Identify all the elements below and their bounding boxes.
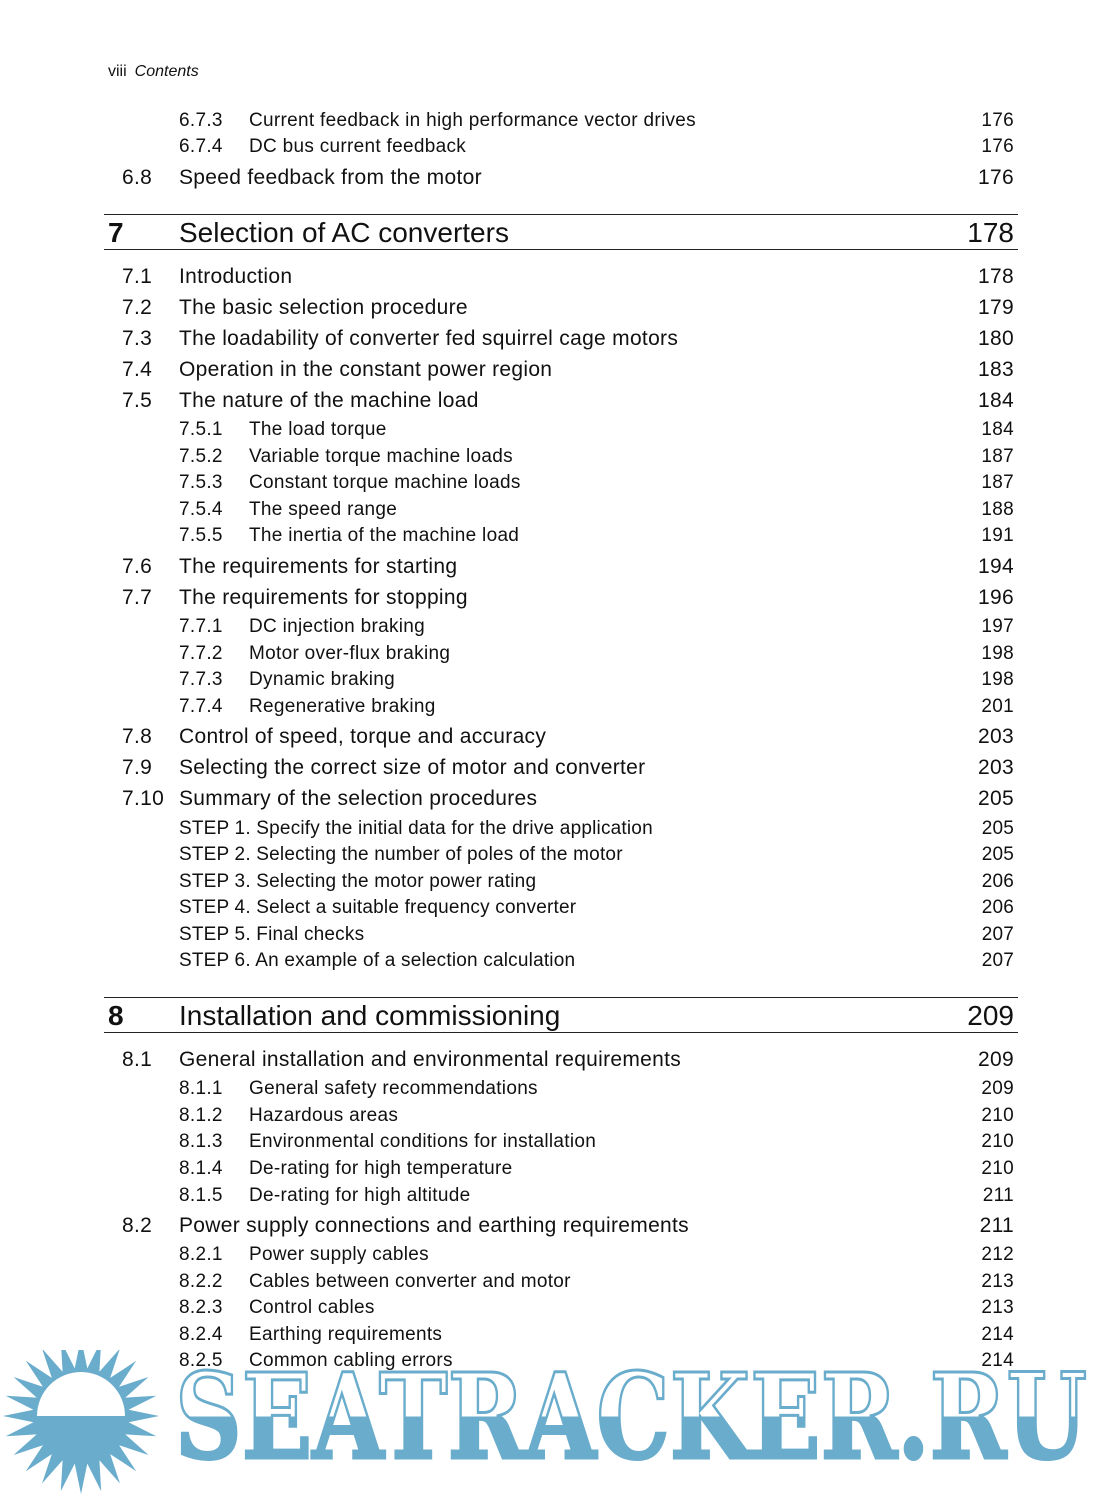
entry-number: 7.5.2 [179,446,223,467]
entry-title: Power supply connections and earthing requirements [179,1214,689,1237]
entry-title: The nature of the machine load [179,389,479,412]
toc-subsection[interactable] [0,524,1106,548]
entry-number: 7.5.3 [179,472,223,493]
entry-page: 176 [978,166,1014,189]
entry-page: 187 [981,446,1014,467]
entry-number: 8.2.5 [179,1350,223,1371]
toc-step[interactable] [0,923,1106,947]
entry-page: 210 [981,1131,1014,1152]
toc-subsection[interactable] [0,668,1106,692]
entry-title: STEP 6. An example of a selection calculation [179,950,576,971]
header-title: Contents [134,63,199,80]
toc-subsection[interactable] [0,1157,1106,1181]
toc-chapter[interactable] [0,216,1106,250]
entry-page: 194 [978,555,1014,578]
toc-section[interactable] [0,756,1106,780]
entry-page: 184 [978,389,1014,412]
toc-section[interactable] [0,787,1106,811]
toc-section[interactable] [0,389,1106,413]
toc-subsection[interactable] [0,135,1106,159]
toc-step[interactable] [0,949,1106,973]
entry-page: 188 [981,499,1014,520]
entry-page: 209 [981,1078,1014,1099]
running-header [108,62,199,82]
entry-title: Selection of AC converters [179,217,509,248]
page-number: viii [108,63,127,80]
entry-title: The requirements for stopping [179,586,468,609]
entry-page: 180 [978,327,1014,350]
entry-number: 7.10 [122,787,165,810]
entry-page: 196 [978,586,1014,609]
entry-number: 8.2.3 [179,1297,223,1318]
entry-page: 209 [967,1000,1014,1031]
toc-step[interactable] [0,896,1106,920]
toc-subsection[interactable] [0,695,1106,719]
toc-subsection[interactable] [0,498,1106,522]
toc-subsection[interactable] [0,642,1106,666]
entry-title: The load torque [249,419,387,440]
entry-title: Control cables [249,1297,375,1318]
entry-page: 176 [981,110,1014,131]
entry-number: 8.2.1 [179,1244,223,1265]
entry-title: The loadability of converter fed squirrel cage motors [179,327,679,350]
entry-page: 214 [981,1350,1014,1371]
sun-icon [3,1350,159,1494]
entry-number: 7.5 [122,389,153,412]
toc-subsection[interactable] [0,1270,1106,1294]
entry-number: 7.5.1 [179,419,223,440]
entry-page: 178 [978,265,1014,288]
toc-section[interactable] [0,327,1106,351]
entry-page: 197 [981,616,1014,637]
entry-page: 179 [978,296,1014,319]
toc-subsection[interactable] [0,1243,1106,1267]
entry-page: 183 [978,358,1014,381]
entry-number: 8.1 [122,1048,153,1071]
entry-title: Summary of the selection procedures [179,787,538,810]
entry-title: Installation and commissioning [179,1000,561,1031]
entry-number: 7.2 [122,296,153,319]
entry-number: 7.7.1 [179,616,223,637]
entry-title: Constant torque machine loads [249,472,521,493]
entry-number: 7.6 [122,555,153,578]
entry-title: The requirements for starting [179,555,458,578]
entry-page: 210 [981,1105,1014,1126]
entry-page: 198 [981,643,1014,664]
toc-subsection[interactable] [0,109,1106,133]
entry-number: 8.2.4 [179,1324,223,1345]
entry-page: 211 [982,1185,1014,1206]
entry-title: Dynamic braking [249,669,395,690]
entry-page: 206 [981,871,1014,892]
entry-page: 206 [981,897,1014,918]
watermark-logo [0,1350,1106,1496]
entry-number: 7.7.4 [179,696,223,717]
entry-number: 7.3 [122,327,153,350]
entry-title: General safety recommendations [249,1078,538,1099]
toc-step[interactable] [0,843,1106,867]
toc-subsection[interactable] [0,1184,1106,1208]
toc-step[interactable] [0,870,1106,894]
entry-page: 213 [981,1297,1014,1318]
entry-page: 203 [978,756,1014,779]
toc-subsection[interactable] [0,445,1106,469]
entry-number: 7.7.2 [179,643,223,664]
toc-step[interactable] [0,817,1106,841]
toc-subsection[interactable] [0,615,1106,639]
entry-title: Environmental conditions for installation [249,1131,597,1152]
entry-number: 8 [108,1000,124,1031]
entry-title: STEP 4. Select a suitable frequency converter [179,897,577,918]
entry-title: Current feedback in high performance vector drives [249,110,696,131]
entry-page: 207 [981,924,1014,945]
entry-title: STEP 1. Specify the initial data for the drive application [179,818,653,839]
entry-number: 8.1.4 [179,1158,223,1179]
toc-section[interactable] [0,1048,1106,1072]
entry-number: 8.1.1 [179,1078,223,1099]
entry-title: STEP 3. Selecting the motor power rating [179,871,537,892]
entry-title: The speed range [249,499,398,520]
toc-section[interactable] [0,296,1106,320]
entry-title: Regenerative braking [249,696,436,717]
entry-title: The inertia of the machine load [249,525,520,546]
entry-title: Earthing requirements [249,1324,443,1345]
toc-section[interactable] [0,265,1106,289]
entry-title: STEP 2. Selecting the number of poles of the motor [179,844,623,865]
entry-page: 198 [981,669,1014,690]
entry-number: 7.4 [122,358,153,381]
chapter-rule [104,214,1018,215]
entry-number: 6.7.4 [179,136,223,157]
entry-title: General installation and environmental requirements [179,1048,682,1071]
entry-number: 8.1.3 [179,1131,223,1152]
toc-section[interactable] [0,1214,1106,1238]
entry-number: 7.1 [122,265,153,288]
entry-number: 7.9 [122,756,153,779]
toc-subsection[interactable] [0,1077,1106,1101]
entry-number: 8.1.5 [179,1185,223,1206]
entry-title: Introduction [179,265,293,288]
entry-title: DC bus current feedback [249,136,467,157]
entry-page: 207 [981,950,1014,971]
entry-page: 205 [978,787,1014,810]
entry-number: 8.1.2 [179,1105,223,1126]
entry-title: Motor over-flux braking [249,643,451,664]
entry-title: Operation in the constant power region [179,358,553,381]
entry-number: 7.7 [122,586,153,609]
entry-title: Power supply cables [249,1244,429,1265]
entry-title: DC injection braking [249,616,426,637]
entry-page: 178 [967,217,1014,248]
entry-number: 7.8 [122,725,153,748]
entry-page: 213 [981,1271,1014,1292]
toc-section[interactable] [0,586,1106,610]
entry-title: De-rating for high altitude [249,1185,471,1206]
entry-number: 6.7.3 [179,110,223,131]
entry-page: 205 [981,818,1014,839]
entry-number: 8.2 [122,1214,153,1237]
chapter-rule [104,249,1018,250]
entry-title: Cables between converter and motor [249,1271,571,1292]
entry-page: 210 [981,1158,1014,1179]
toc-subsection[interactable] [0,1130,1106,1154]
toc-section[interactable] [0,358,1106,382]
entry-title: The basic selection procedure [179,296,468,319]
entry-number: 7 [108,217,124,248]
entry-page: 212 [981,1244,1014,1265]
watermark-text: SEATRACKER.RU [175,1350,1087,1486]
toc-subsection[interactable] [0,1296,1106,1320]
entry-page: 203 [978,725,1014,748]
entry-title: Variable torque machine loads [249,446,513,467]
chapter-rule [104,1032,1018,1033]
toc-section[interactable] [0,166,1106,190]
toc-subsection[interactable] [0,1104,1106,1128]
entry-number: 7.5.5 [179,525,223,546]
entry-page: 205 [981,844,1014,865]
toc-chapter[interactable] [0,999,1106,1033]
entry-page: 176 [981,136,1014,157]
entry-page: 187 [981,472,1014,493]
entry-title: STEP 5. Final checks [179,924,365,945]
entry-title: Speed feedback from the motor [179,166,482,189]
entry-title: Hazardous areas [249,1105,399,1126]
toc-section[interactable] [0,725,1106,749]
toc-subsection[interactable] [0,418,1106,442]
entry-number: 6.8 [122,166,153,189]
entry-page: 209 [978,1048,1014,1071]
entry-page: 191 [981,525,1014,546]
chapter-rule [104,997,1018,998]
entry-number: 8.2.2 [179,1271,223,1292]
toc-section[interactable] [0,555,1106,579]
toc-subsection[interactable] [0,471,1106,495]
entry-number: 7.5.4 [179,499,223,520]
entry-page: 211 [979,1214,1014,1237]
entry-page: 184 [981,419,1014,440]
toc-subsection[interactable] [0,1323,1106,1347]
entry-title: Common cabling errors [249,1350,453,1371]
entry-title: Selecting the correct size of motor and converter [179,756,646,779]
entry-title: De-rating for high temperature [249,1158,513,1179]
entry-title: Control of speed, torque and accuracy [179,725,547,748]
entry-number: 7.7.3 [179,669,223,690]
entry-page: 201 [981,696,1014,717]
entry-page: 214 [981,1324,1014,1345]
